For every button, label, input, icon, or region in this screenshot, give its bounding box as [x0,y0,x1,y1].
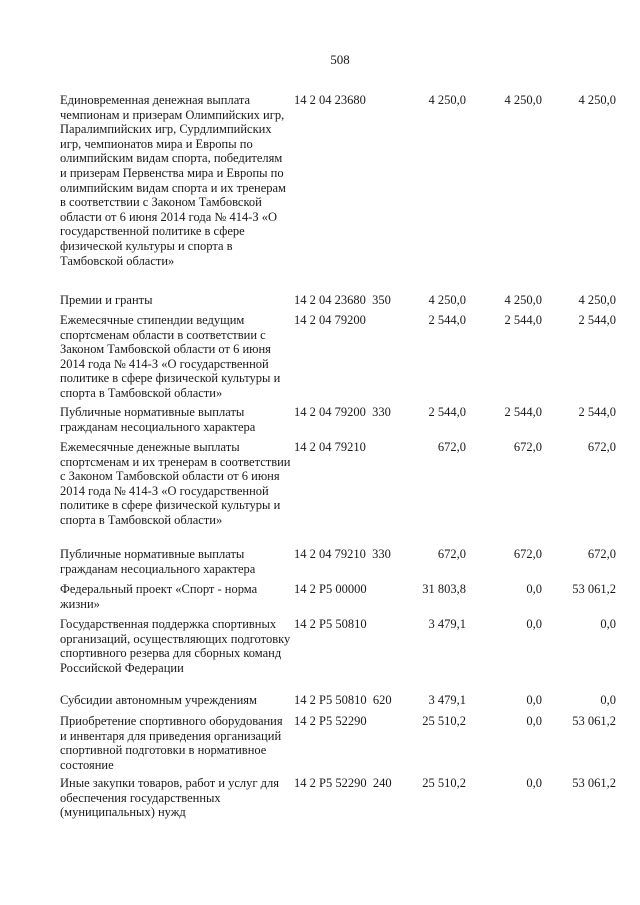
row-value-3: 2 544,0 [578,313,616,327]
row-value-2: 0,0 [526,693,542,707]
row-value-3: 0,0 [600,617,616,631]
row-code: 14 2 04 79200 330 [294,405,391,419]
row-value-3: 53 061,2 [572,582,616,596]
row-code: 14 2 04 79210 [294,440,366,454]
row-value-2: 672,0 [513,440,542,454]
row-code: 14 2 04 79210 330 [294,547,391,561]
row-name: Государственная поддержка спортивных организаций, осуществляющих подготовку спортивного резерва для сборных команд Российской Федерации [60,617,291,675]
row-value-2: 0,0 [526,617,542,631]
row-name: Федеральный проект «Спорт - норма жизни» [60,582,258,611]
row-value-3: 2 544,0 [578,405,616,419]
row-code: 14 2 P5 50810 [294,617,367,631]
row-value-2: 672,0 [513,547,542,561]
row-value-1: 672,0 [437,440,466,454]
row-value-2: 4 250,0 [504,293,542,307]
row-code: 14 2 04 23680 [294,93,366,107]
row-value-3: 4 250,0 [578,293,616,307]
row-name: Премии и гранты [60,293,153,307]
row-value-2: 0,0 [526,776,542,790]
row-value-3: 0,0 [600,693,616,707]
row-value-2: 0,0 [526,714,542,728]
row-value-1: 4 250,0 [428,93,466,107]
row-value-3: 4 250,0 [578,93,616,107]
row-value-3: 672,0 [587,547,616,561]
row-name: Единовременная денежная выплата чемпионам и призерам Олимпийских игр, Паралимпийских игр, Сурдлимпийских игр, чемпионатов мира и Европы по олимпийским видам спорта, победителям и призерам Первенства мира и Европы по олимпийским видам спорта и их тренерам в соответствии с Законом Тамбовской области от 6 июня 2014 года № 414-З «О государственной политике в сфере физической культуры и спорта в Тамбовской области» [60,93,286,268]
row-code: 14 2 P5 52290 240 [294,776,392,790]
row-value-1: 25 510,2 [422,714,466,728]
row-name: Ежемесячные денежные выплаты спортсменам и их тренерам в соответствии с Законом Тамбовской области от 6 июня 2014 года № 414-З «О государственной политике в сфере физической культуры и спорта в Тамбовской области» [60,440,291,527]
row-value-1: 31 803,8 [422,582,466,596]
row-value-1: 672,0 [437,547,466,561]
row-code: 14 2 P5 52290 [294,714,367,728]
row-value-1: 3 479,1 [428,693,466,707]
row-name: Ежемесячные стипендии ведущим спортсменам области в соответствии с Законом Тамбовской области от 6 июня 2014 года № 414-З «О государственной политике в сфере физической культуры и спорта в Тамбовской области» [60,313,281,400]
row-value-1: 3 479,1 [428,617,466,631]
row-value-1: 25 510,2 [422,776,466,790]
row-value-2: 2 544,0 [504,313,542,327]
row-name: Публичные нормативные выплаты гражданам несоциального характера [60,547,256,576]
row-value-2: 2 544,0 [504,405,542,419]
row-value-1: 4 250,0 [428,293,466,307]
row-code: 14 2 04 23680 350 [294,293,391,307]
row-name: Иные закупки товаров, работ и услуг для обеспечения государственных (муниципальных) нужд [60,776,280,820]
row-code: 14 2 P5 50810 620 [294,693,392,707]
row-value-1: 2 544,0 [428,313,466,327]
row-name: Субсидии автономным учреждениям [60,693,257,707]
row-value-1: 2 544,0 [428,405,466,419]
row-name: Приобретение спортивного оборудования и инвентаря для приведения организаций спортивной подготовки в нормативное состояние [60,714,283,772]
row-value-2: 4 250,0 [504,93,542,107]
page-number: 508 [330,52,350,67]
row-value-2: 0,0 [526,582,542,596]
row-value-3: 53 061,2 [572,714,616,728]
row-code: 14 2 P5 00000 [294,582,367,596]
row-code: 14 2 04 79200 [294,313,366,327]
row-value-3: 672,0 [587,440,616,454]
row-name: Публичные нормативные выплаты гражданам несоциального характера [60,405,256,434]
row-value-3: 53 061,2 [572,776,616,790]
